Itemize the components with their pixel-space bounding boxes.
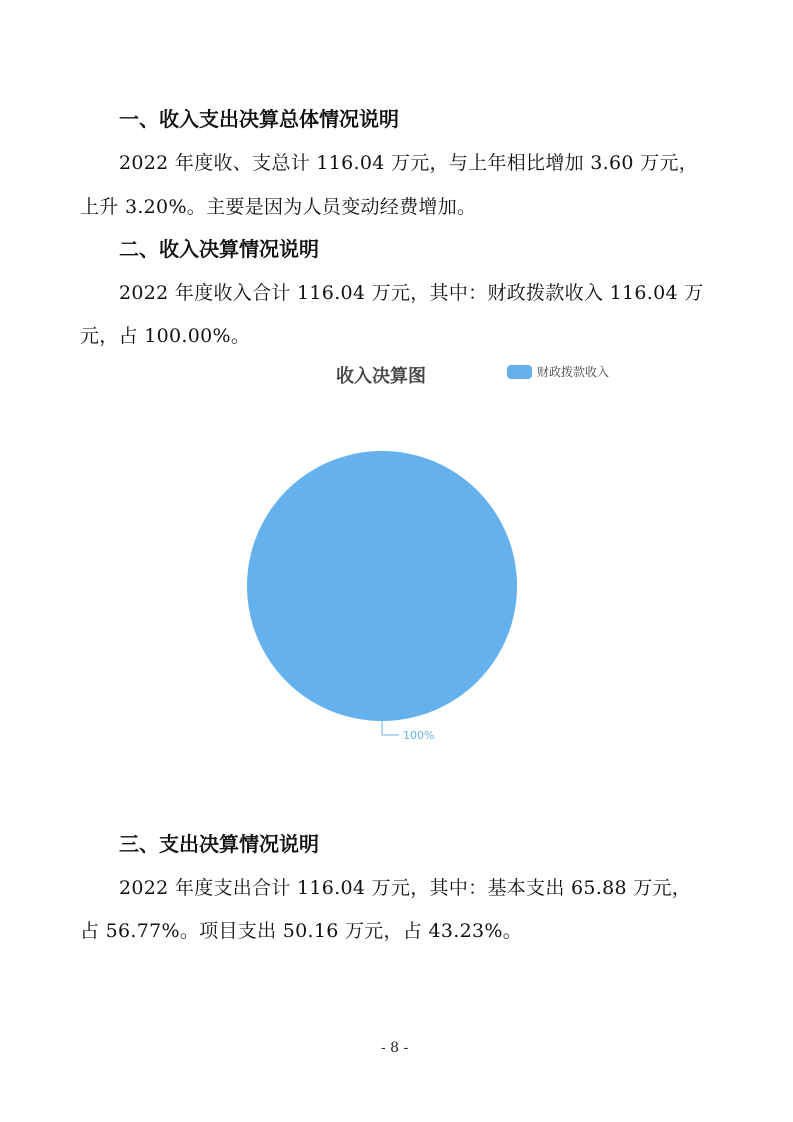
income-paragraph-line2: 元，占 100.00%。 xyxy=(80,325,251,347)
income-paragraph-line1: 2022 年度收入合计 116.04 万元，其中：财政拨款收入 116.04 万 xyxy=(119,282,704,304)
section-heading-expense: 三、支出决算情况说明 xyxy=(119,832,319,856)
pie-label-1: 100% xyxy=(403,729,435,742)
section-heading-overview: 一、收入支出决算总体情况说明 xyxy=(119,107,399,131)
chart-title: 收入决算图 xyxy=(336,366,426,387)
pie-slice-1[interactable] xyxy=(247,451,517,721)
pie-label-line-1 xyxy=(382,721,399,735)
overview-paragraph-line1: 2022 年度收、支总计 116.04 万元，与上年相比增加 3.60 万元， xyxy=(119,152,699,174)
page-number: - 8 - xyxy=(381,1040,409,1056)
legend-label: 财政拨款收入 xyxy=(537,365,610,379)
section-heading-income: 二、收入决算情况说明 xyxy=(119,237,319,261)
expense-paragraph-line2: 占 56.77%。项目支出 50.16 万元，占 43.23%。 xyxy=(80,920,523,942)
overview-paragraph-line2: 上升 3.20%。主要是因为人员变动经费增加。 xyxy=(80,196,477,218)
expense-paragraph-line1: 2022 年度支出合计 116.04 万元，其中：基本支出 65.88 万元， xyxy=(119,877,692,899)
